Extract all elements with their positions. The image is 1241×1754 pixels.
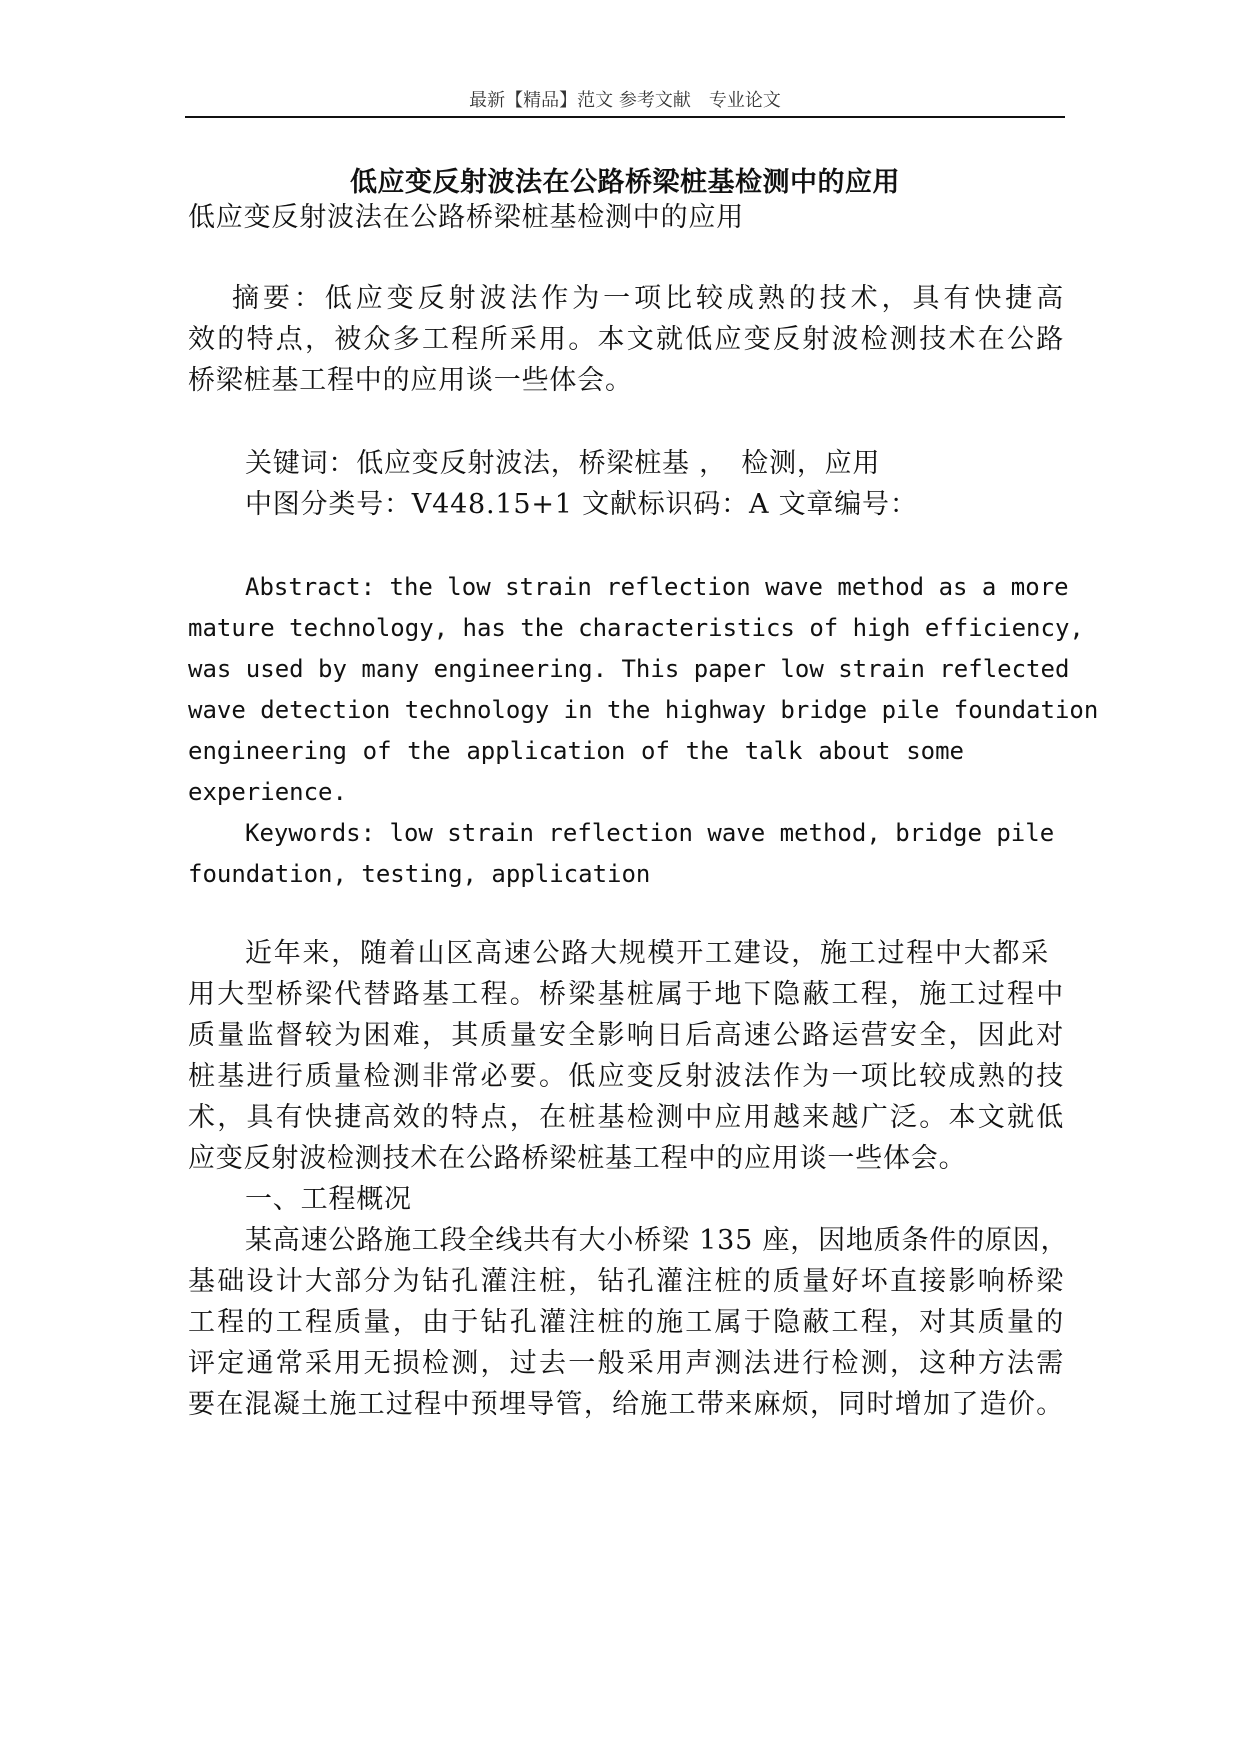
section1-line: 要在混凝土施工过程中预埋导管，给施工带来麻烦，同时增加了造价。: [188, 1389, 1064, 1420]
keywords-en-line: foundation, testing, application: [188, 860, 651, 888]
intro-line: 近年来，随着山区高速公路大规模开工建设，施工过程中大都采: [245, 938, 1049, 969]
keywords-cn: 关键词：低应变反射波法，桥梁桩基 ， 检测，应用: [245, 448, 881, 479]
abstract-en-line: mature technology, has the characteristics of high efficiency,: [188, 614, 1084, 642]
intro-line: 桩基进行质量检测非常必要。低应变反射波法作为一项比较成熟的技: [188, 1061, 1064, 1092]
abstract-cn-line: 桥梁桩基工程中的应用谈一些体会。: [188, 365, 633, 396]
abstract-en-line: engineering of the application of the talk about some: [188, 737, 964, 765]
intro-line: 质量监督较为困难，其质量安全影响日后高速公路运营安全，因此对: [188, 1020, 1064, 1051]
abstract-en-line: experience.: [188, 778, 347, 806]
classification-line: 中图分类号：V448.15+1 文献标识码：A 文章编号：: [245, 489, 918, 520]
abstract-cn-line: 效的特点，被众多工程所采用。本文就低应变反射波检测技术在公路: [188, 324, 1064, 355]
abstract-en-line: was used by many engineering. This paper low strain reflected: [188, 655, 1070, 683]
section1-line: 工程的工程质量，由于钻孔灌注桩的施工属于隐蔽工程，对其质量的: [188, 1307, 1064, 1338]
document-subtitle: 低应变反射波法在公路桥梁桩基检测中的应用: [188, 202, 744, 233]
section-heading: 一、工程概况: [245, 1184, 412, 1215]
intro-line: 术，具有快捷高效的特点，在桩基检测中应用越来越广泛。本文就低: [188, 1102, 1064, 1133]
abstract-cn-line: 摘要：低应变反射波法作为一项比较成熟的技术，具有快捷高: [232, 283, 1064, 314]
abstract-en-line: Abstract: the low strain reflection wave method as a more: [245, 573, 1069, 601]
intro-line: 用大型桥梁代替路基工程。桥梁基桩属于地下隐蔽工程，施工过程中: [188, 979, 1064, 1010]
document-title: 低应变反射波法在公路桥梁桩基检测中的应用: [350, 167, 900, 198]
keywords-en-line: Keywords: low strain reflection wave method, bridge pile: [245, 819, 1055, 847]
page-header: 最新【精品】范文 参考文献 专业论文: [185, 86, 1065, 118]
section1-line: 某高速公路施工段全线共有大小桥梁 135 座，因地质条件的原因，: [245, 1225, 1069, 1256]
section1-line: 基础设计大部分为钻孔灌注桩，钻孔灌注桩的质量好坏直接影响桥梁: [188, 1266, 1064, 1297]
intro-line: 应变反射波检测技术在公路桥梁桩基工程中的应用谈一些体会。: [188, 1143, 967, 1174]
section1-line: 评定通常采用无损检测，过去一般采用声测法进行检测，这种方法需: [188, 1348, 1064, 1379]
abstract-en-line: wave detection technology in the highway bridge pile foundation: [188, 696, 1099, 724]
